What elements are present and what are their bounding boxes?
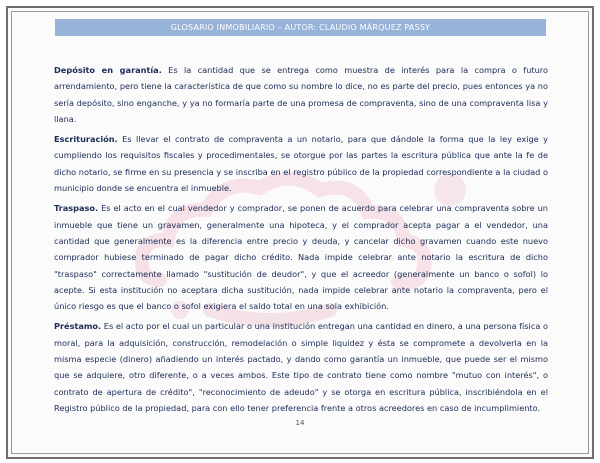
document-header: GLOSARIO INMOBILIARIO – AUTOR: CLAUDIO MÁRQUEZ PASSY [55, 19, 546, 36]
glossary-term: Escrituración. [54, 134, 118, 145]
glossary-entry-prestamo [54, 318, 548, 416]
glossary-content [54, 62, 548, 420]
glossary-definition: Es la cantidad que se entrega como muestra de interés para la compra o futuro arrendamiento, pero tiene la característica de que como su nombre lo dice, no es parte del precio, pues entonces ya no sería depósito, sino enganche, y ya no formaría parte de una promesa de compraventa, sino de una compraventa lisa y llana. [54, 65, 548, 124]
glossary-entry-escrituracion [54, 131, 548, 196]
glossary-definition: Es llevar el contrato de compraventa a un notario, para que dándole la forma que la ley exige y cumpliendo los requisitos fiscales y procedimentales, se otorgue por las partes la escritura pública que ante la fe de dicho notario, se firme en su presencia y se inscriba en el registro público de la propiedad correspondiente a la ciudad o municipio donde se encuentra el inmueble. [54, 134, 548, 194]
glossary-definition: Es el acto por el cual un particular o una institución entregan una cantidad en dinero, a una persona física o moral, para la adquisición, construcción, remodelación o simple liquidez y ésta se compromete a devolverla en la misma especie (dinero) añadiendo un interés pactado, y dando como garantía un inmueble, que puede ser el mismo que se adquiere, otro diferente, o a veces ambos. Este tipo de contrato tiene como nombre "mutuo con interés", o contrato de apertura de crédito", "reconocimiento de adeudo" y se otorga en escritura pública, inscribiéndola en el Registro público de la propiedad, para con ello tener preferencia frente a otros acreedores en caso de incumplimiento. [54, 321, 548, 413]
glossary-entry-deposito [54, 62, 548, 127]
glossary-term: Préstamo. [54, 321, 102, 332]
glossary-definition: Es el acto en el cual vendedor y comprador, se ponen de acuerdo para celebrar una compraventa sobre un inmueble que tiene un gravamen, generalmente una hipoteca, y el comprador acepta pagar a el vendedor, una cantidad que generalmente es la diferencia entre precio y deuda, y cancelar dicho gravamen cuando este nuevo comprador hubiese terminado de pagar dicho crédito. Nada impide celebrar ante notario la escritura de dicho "traspaso" correctamente llamado "sustitución de deudor", y que el acreedor (generalmente un banco o sofol) lo acepte. Si esta institución no aceptara dicha sustitución, nada impide celebrar ante notario la compraventa, pero el único riesgo es que el banco o sofol exigiera el saldo total en una sola exhibición. [54, 203, 548, 312]
page-number: 14 [295, 419, 305, 427]
glossary-term: Depósito en garantía. [54, 65, 162, 75]
glossary-entry-traspaso [54, 200, 548, 314]
glossary-term: Traspaso. [54, 203, 99, 214]
